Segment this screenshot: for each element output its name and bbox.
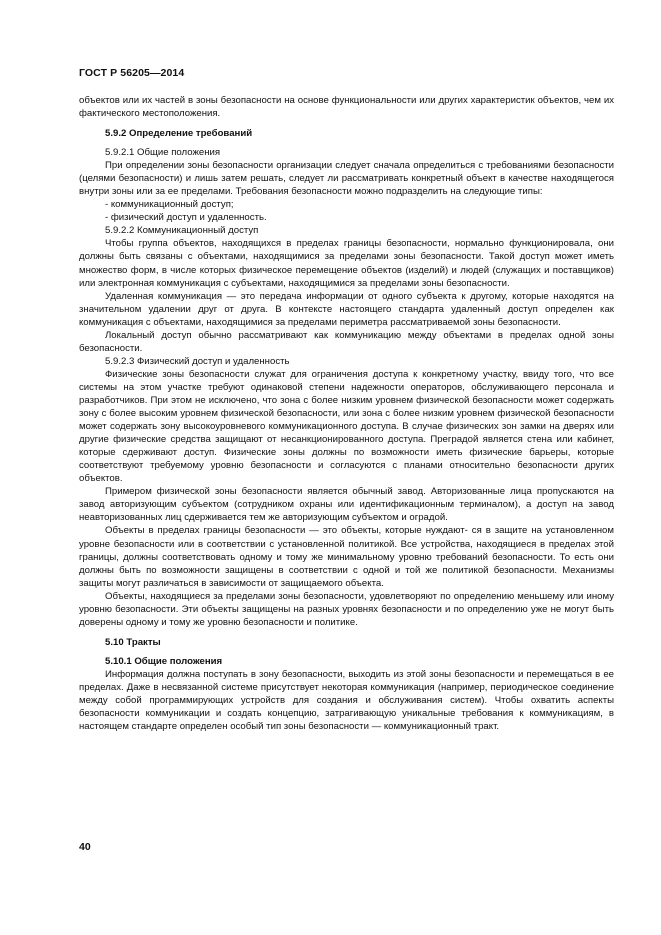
- paragraph: Примером физической зоны безопасности является обычный завод. Авторизованные лица пропускаются на завод авторизующим субъектом (сотрудником охраны или идентификационным терминалом), а доступ на завод неавторизованных лиц сдерживается тем же авторизующим субъектом и оградой.: [79, 486, 614, 524]
- section-heading-5-9-2: 5.9.2 Определение требований: [105, 128, 253, 140]
- paragraph: Чтобы группа объектов, находящихся в пределах границы безопасности, нормально функционировала, они должны быть связаны с объектами, находящимися за пределами зоны безопасности. Такой доступ может иметь множество форм, в числе которых физическое перемещение объектов (изделий) и людей (служащих и поставщиков) или электронная коммуникация с субъектами, находящимися за пределами зоны безопасности.: [79, 238, 614, 289]
- document-body: [79, 94, 614, 733]
- page-number: 40: [79, 841, 91, 853]
- paragraph: Удаленная коммуникация — это передача информации от одного субъекта к другому, которые находятся на значительном удалении друг от друга. В контексте настоящего стандарта удаленный доступ определен как коммуникация с объектами, находящимися за пределами периметра рассматриваемой зоны безопасности.: [79, 290, 614, 328]
- paragraph: При определении зоны безопасности организации следует сначала определиться с требованиями безопасности (целями безопасности) и лишь затем решать, следует ли рассматривать конкретный объект в качестве находящегося внутри зоны или за ее пределами. Требования безопасности можно подразделить на следующие типы:: [79, 160, 614, 198]
- paragraph-continuation: объектов или их частей в зоны безопасности на основе функциональности или других характеристик объектов, чем их фактического местоположения.: [79, 95, 614, 120]
- list-item: - физический доступ и удаленность.: [105, 212, 267, 224]
- paragraph: Информация должна поступать в зону безопасности, выходить из этой зоны безопасности и перемещаться в ее пределах. Даже в несвязанной системе присутствует некоторая коммуникация (например, периодическое соединение между собой программирующих устройств для создания и обслуживания систем). Чтобы охватить аспекты безопасности коммуникации и создать концепцию, затрагивающую уникальные требования к коммуникациям, в настоящем стандарте определен особый тип зоны безопасности — коммуникационный тракт.: [79, 668, 614, 733]
- list-item: - коммуникационный доступ;: [105, 199, 234, 211]
- subsection-heading-5-9-2-3: 5.9.2.3 Физический доступ и удаленность: [105, 355, 290, 367]
- document-header: ГОСТ Р 56205—2014: [79, 67, 185, 79]
- subsection-heading-5-9-2-1: 5.9.2.1 Общие положения: [105, 147, 221, 159]
- section-heading-5-10-1: 5.10.1 Общие положения: [105, 655, 223, 667]
- paragraph: Локальный доступ обычно рассматривают как коммуникацию между объектами в пределах одной зоны безопасности.: [79, 329, 614, 354]
- subsection-heading-5-9-2-2: 5.9.2.2 Коммуникационный доступ: [105, 225, 259, 237]
- paragraph: Объекты в пределах границы безопасности — это объекты, которые нуждают- ся в защите на установленном уровне безопасности или в соответствии с установленной политикой. Все устройства, находящиеся в пределах этой границы, должны соответствовать одному и тому же минимальному уровню требований безопасности. То есть они должны быть по возможности защищены в соответствии с одной и той же политикой безопасности. Механизмы защиты могут различаться в зависимости от защищаемого объекта.: [79, 525, 614, 589]
- section-heading-5-10: 5.10 Тракты: [105, 636, 161, 648]
- paragraph: Физические зоны безопасности служат для ограничения доступа к конкретному участку, ввиду того, что все системы на этом участке требуют одинаковой степени надежности операторов, обслуживающего персонала и разработчиков. При этом не исключено, что зона с более низким уровнем физической безопасности может содержать зону с более высоким уровнем физической безопасности, или зона с более низким уровнем физической безопасности может содержать зону высокоуровневого коммуникационного доступа. В случае физических зон замки на дверях или другие физические средства защищают от несанкционированного доступа. Преградой является стена или кабинет, которые сдерживают доступ. Физические зоны должны по возможности иметь физические барьеры, которые соответствуют требуемому уровню безопасности и согласуются с планами относительно безопасности других объектов.: [79, 368, 614, 485]
- paragraph: Объекты, находящиеся за пределами зоны безопасности, удовлетворяют по определению меньшему или иному уровню безопасности. Эти объекты защищены на разных уровнях безопасности и по определению уже не могут быть доверены одному и тому же уровню безопасности и политике.: [79, 590, 614, 628]
